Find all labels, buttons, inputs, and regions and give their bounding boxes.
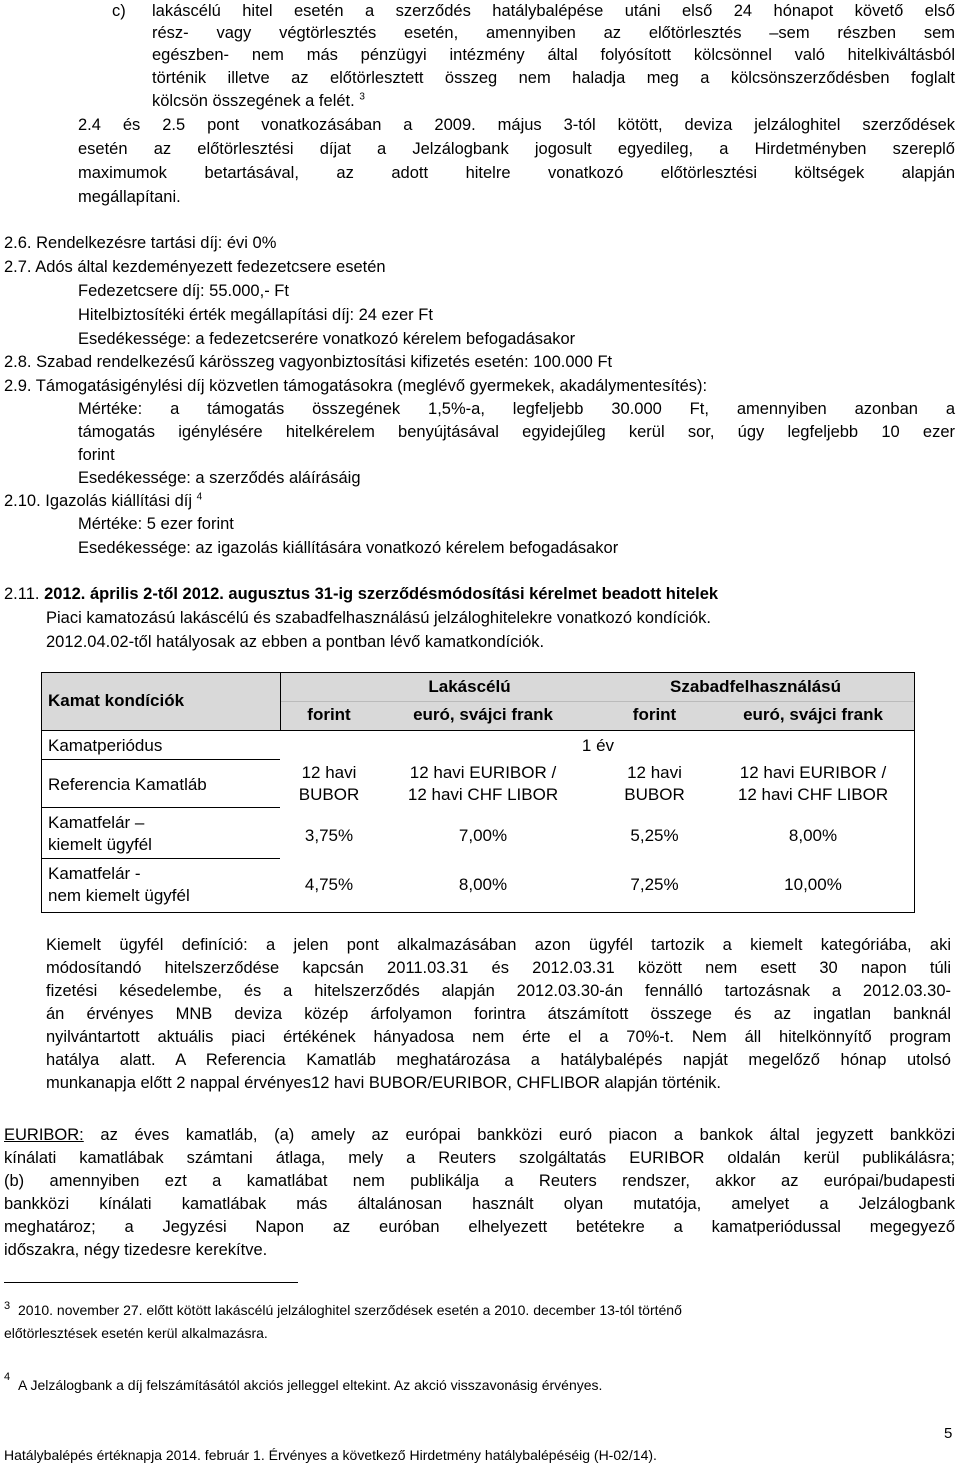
item-2-9-due: Esedékessége: a szerződés aláírásáig [78,469,361,487]
item-2-7-fee: Fedezetcsere díj: 55.000,- Ft [78,282,289,300]
euribor-term: EURIBOR: [4,1126,84,1144]
footnote-ref-3[interactable]: 3 [359,91,365,103]
item-2-10-due: Esedékessége: az igazolás kiállítására vonatkozó kérelem befogadásakor [78,539,619,557]
section-2-11-line-2: 2012.04.02-től hatályosak az ebben a pontban lévő kamatkondíciók. [46,633,545,651]
footnote-separator [4,1282,298,1283]
item-2-9-amount: Mértéke: a támogatás összegének 1,5%-a, legfeljebb 30.000 Ft, amennyiben azonban a [78,400,955,418]
section-c-line-2: rész- vagy végtörlesztés esetén, amennyiben az előtörlesztés –sem részben sem [152,24,955,42]
item-2-7-valuation-fee: Hitelbiztosítéki érték megállapítási díj: 24 ezer Ft [78,306,433,324]
section-c-line-3: egészben- nem más pénzügyi intézmény által folyósított kölcsönnel való hitelkiváltásból [152,46,955,64]
cell-kiemelt-forint-1: 3,75% [304,826,354,845]
group-header-lakascelu: Lakáscélú [428,677,511,696]
section-c-line-1: lakáscélú hitel esetén a szerződés hatálybalépése utáni első 24 hónapot követő első [152,2,955,20]
kiemelt-def-line-7: munkanapja előtt 2 nappal érvényes12 havi BUBOR/EURIBOR, CHFLIBOR alapján történik. [46,1074,721,1092]
cell-kamatperiodus-value: 1 év [581,736,615,755]
footnote-4-number: 4 [4,1371,11,1383]
euribor-def-line-1: EURIBOR: az éves kamatláb, (a) amely az európai bankközi euró piacon a bankok által jegyzett bankközi [4,1126,955,1144]
row-label-kamatfelar-nem-kiemelt: Kamatfelár - nem kiemelt ügyfél [48,864,190,905]
para-24-line-2: esetén az előtörlesztési díjat a Jelzálogbank jogosult egyedileg, a Hirdetményben szereplő [78,140,955,158]
cell-ref-euro-2: 12 havi EURIBOR / 12 havi CHF LIBOR [737,763,889,804]
para-24-line-4: megállapítani. [78,188,181,206]
rate-table [41,672,915,912]
row-label-referencia-kamatlab: Referencia Kamatláb [48,775,207,794]
kiemelt-def-line-6: hatálya alatt. A Referencia Kamatláb meghatározása a hatálybalépés napját megelőző hónap utolsó [46,1051,951,1069]
cell-kiemelt-forint-2: 5,25% [630,826,679,845]
item-2-7: 2.7. Adós által kezdeményezett fedezetcsere esetén [4,258,386,276]
euribor-def-line-5: meghatároz; a Jegyzési Napon az euróban elhelyezett betétekre a kamatperiódussal megegyező [4,1218,955,1236]
cell-ref-forint-1: 12 havi BUBOR [298,763,360,804]
table-rule [41,759,280,760]
kiemelt-def-line-1: Kiemelt ügyfél definíció: a jelen pont alkalmazásában azon ügyfél tartozik a kiemelt kategóriába, aki [46,936,951,954]
col-header-forint-2: forint [632,705,677,724]
item-2-6: 2.6. Rendelkezésre tartási díj: évi 0% [4,234,277,252]
para-24-line-3: maximumok betartásával, az adott hitelre vonatkozó előtörlesztési költségek alapján [78,164,955,182]
section-c-line-5: kölcsön összegének a felét. $^3$ [152,91,365,110]
cell-nemkiemelt-forint-1: 4,75% [304,875,354,894]
item-2-9-amount-3: forint [78,446,115,464]
footnote-3-line-2: előtörlesztések esetén kerül alkalmazásra. [4,1325,268,1341]
kiemelt-def-line-3: fizetési késedelembe, és a hitelszerződés alapján 2012.03.30-án fennálló tartozásnak a 2012.03.30- [46,982,951,1000]
page-number: 5 [944,1425,953,1442]
para-24-line-1: 2.4 és 2.5 pont vonatkozásában a 2009. május 3-tól kötött, deviza jelzáloghitel szerződések [78,116,955,134]
row-label-kamatfelar-kiemelt: Kamatfelár – kiemelt ügyfél [48,813,152,854]
footnote-3-line-1: 2010. november 27. előtt kötött lakáscélú jelzáloghitel szerződések esetén a 2010. december 13-tól történő [18,1302,682,1318]
col-header-euro-chf-1: euró, svájci frank [413,705,553,724]
table-rule [41,672,915,673]
kiemelt-def-line-5: nyilvántartott aktuális piaci értékének hányadosa nem érte el a 70%-t. Nem áll hitelkönnyítő program [46,1028,951,1046]
col-header-forint-1: forint [307,705,351,724]
cell-ref-euro-1: 12 havi EURIBOR / 12 havi CHF LIBOR [407,763,559,804]
footnote-4-line: A Jelzálogbank a díj felszámításától akciós jelleggel eltekint. Az akció visszavonásig érvényes. [18,1377,603,1393]
table-rule [41,912,915,913]
item-2-7-due: Esedékessége: a fedezetcserére vonatkozó kérelem befogadásakor [78,330,576,348]
section-c-line-4: történik illetve az előtörlesztett összeg nem haladja meg a kölcsönszerződésben foglalt [152,69,955,87]
item-2-9-amount-2: támogatás igénylésére hitelkérelem benyújtásával egyidejűleg kerül sor, úgy legfeljebb 10 ezer [78,423,955,441]
footnote-3-number: 3 [4,1300,11,1312]
item-2-8: 2.8. Szabad rendelkezésű kárösszeg vagyonbiztosítási kifizetés esetén: 100.000 Ft [4,353,613,371]
euribor-def-line-4: bankközi kínálati kamatlábak más általánosan használt olyan mutatója, amelyet a Jelzálogbank [4,1195,955,1213]
item-2-10: 2.10. Igazolás kiállítási díj $^4$ [4,491,203,510]
cell-nemkiemelt-euro-1: 8,00% [458,875,508,894]
table-rule [41,730,915,731]
group-header-szabadfelhasznalasu: Szabadfelhasználású [669,677,841,696]
table-rule [41,858,280,859]
cell-kiemelt-euro-1: 7,00% [458,826,508,845]
cell-nemkiemelt-euro-2: 10,00% [784,875,842,894]
item-2-9: 2.9. Támogatásigénylési díj közvetlen támogatásokra (meglévő gyermekek, akadálymentesítés): [4,377,708,395]
table-rule [41,807,280,808]
list-marker-c: c) [112,2,126,20]
kiemelt-def-line-4: án érvényes MNB deviza közép árfolyamon forintra átszámított összege és az ingatlan banknál [46,1005,951,1023]
euribor-def-line-2: kínálati kamatlábak számtani átlaga, mely a Reuters szolgáltatás EURIBOR oldalán kerül publikálásra; [4,1149,955,1167]
cell-nemkiemelt-forint-2: 7,25% [630,875,679,894]
table-corner-header: Kamat kondíciók [48,691,185,710]
euribor-def-line-3: (b) amennyiben ezt a kamatlábat nem publikálja a Reuters rendszer, akkor az európai/budapesti [4,1172,955,1190]
table-rule [280,701,915,702]
section-2-11-heading: 2.11. 2012. április 2-től 2012. augusztus 31-ig szerződésmódosítási kérelmet beadott hitelek [4,585,719,603]
section-2-11-line-1: Piaci kamatozású lakáscélú és szabadfelhasználású jelzáloghitelekre vonatkozó kondíciók. [46,609,711,627]
footer-validity-text: Hatálybalépés értéknapja 2014. február 1. Érvényes a következő Hirdetmény hatálybalépéséig (H-02/14). [4,1447,657,1463]
euribor-def-line-6: időszakra, négy tizedesre kerekítve. [4,1241,268,1259]
footnote-ref-4[interactable]: 4 [196,491,203,503]
table-rule [914,672,915,912]
col-header-euro-chf-2: euró, svájci frank [743,705,883,724]
item-2-10-amount: Mértéke: 5 ezer forint [78,515,234,533]
kiemelt-def-line-2: módosítandó hitelszerződése kapcsán 2011.03.31 és 2012.03.31 között nem esett 30 napon túli [46,959,951,977]
table-rule [41,672,42,912]
cell-kiemelt-euro-2: 8,00% [788,826,838,845]
cell-ref-forint-2: 12 havi BUBOR [624,763,685,804]
row-label-kamatperiodus: Kamatperiódus [48,736,163,755]
